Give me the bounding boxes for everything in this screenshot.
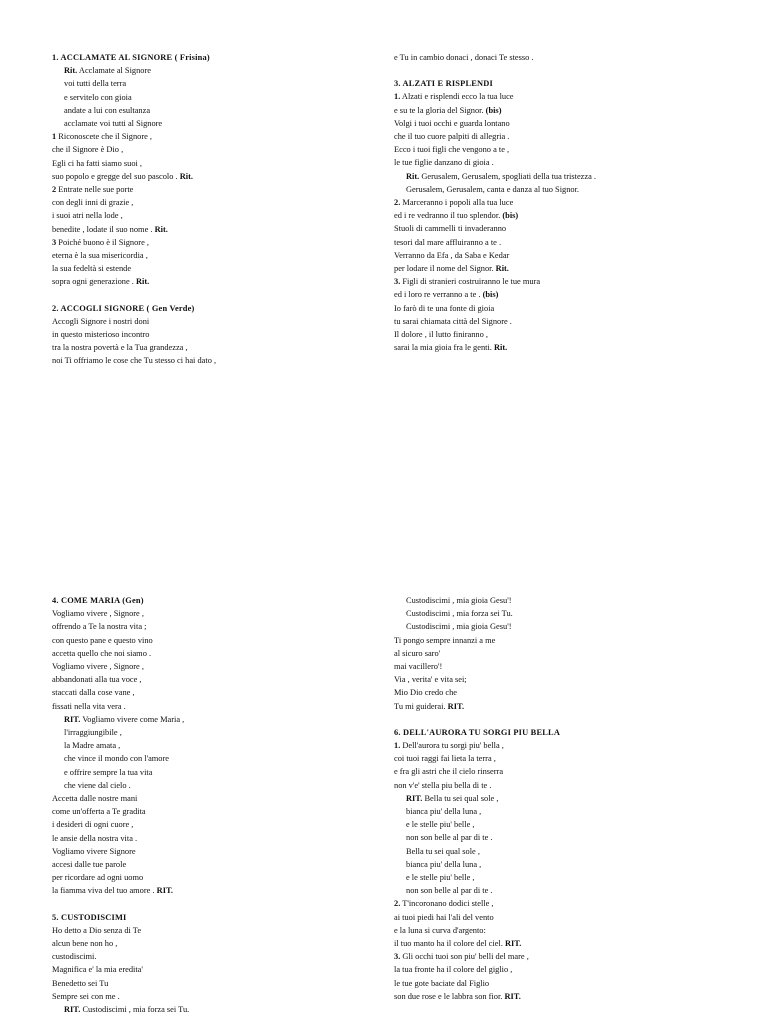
lyric-line: i desideri di ogni cuore , [52,820,134,830]
song-title: 3. ALZATI E RISPLENDI [394,79,493,89]
lyric-line: accesi dalle tue parole [52,860,127,870]
lyric-line: andate a lui con esultanza [64,105,151,115]
song-lines [394,739,724,1003]
lyric-line: e offrire sempre la tua vita [64,767,153,777]
lyric-line: la Madre amata , [64,741,121,751]
lyric-line: son due rose e le labbra son fior. RIT. [394,991,521,1001]
lyric-line: bianca piu' della luna , [406,807,482,817]
lyric-line: i suoi atri nella lode , [52,211,123,221]
lyric-line: non v'e' stella piu bella di te . [394,780,492,790]
lyric-line: Rit. Acclamate al Signore [64,66,151,76]
lyric-line: che vince il mondo con l'amore [64,754,169,764]
lyric-line: Custodiscimi , mia gioia Gesu'! [406,596,512,605]
lyric-line: le tue figlie danzano di gioia . [394,158,494,168]
song-title: 4. COME MARIA (Gen) [52,596,144,605]
lyric-line: Verranno da Efa , da Saba e Kedar [394,250,510,260]
lyric-line: Gerusalem, Gerusalem, canta e danza al tuo Signor. [406,184,580,194]
lyric-line: Magnifica e' la mia eredita' [52,965,143,975]
lyric-line: offrendo a Te la nostra vita ; [52,622,147,632]
lyric-line: Via , verita' e vita sei; [394,675,467,685]
lyric-line: e su te la gloria del Signor. (bis) [394,105,502,115]
lyric-line: e fra gli astri che il cielo rinserra [394,767,504,777]
song-title: 2. ACCOGLI SIGNORE ( Gen Verde) [52,303,195,313]
column-top-right [394,51,724,354]
lyric-line: acclamate voi tutti al Signore [64,119,163,129]
column-top-left [52,51,382,368]
lyric-line: Ecco i tuoi figli che vengono a te , [394,145,510,155]
lyric-line: e la luna si curva d'argento: [394,925,486,935]
lyric-line: fissati nella vita vera . [52,701,126,711]
lyric-line: e Tu in cambio donaci , donaci Te stesso . [394,53,534,62]
lyric-line: 2. Marceranno i popoli alla tua luce [394,198,514,208]
song-title: 6. DELL'AURORA TU SORGI PIU BELLA [394,727,561,737]
lyric-line: RIT. Vogliamo vivere come Maria , [64,714,185,724]
lyric-line: e le stelle piu' belle , [406,820,475,830]
lyric-line: Vogliamo vivere , Signore , [52,662,144,672]
lyric-line: Volgi i tuoi occhi e guarda lontano [394,118,510,128]
lyric-line: le tue gote baciate dal Figlio [394,978,490,988]
lyric-line: bianca piu' della luna , [406,859,482,869]
lyric-line: 1. Dell'aurora tu sorgi piu' bella , [394,741,504,751]
lyric-line: 3. Figli di stranieri costruiranno le tue mura [394,277,541,287]
lyric-line: tra la nostra povertà e la Tua grandezza , [52,343,188,353]
lyric-line: l'irraggiungibile , [64,728,122,738]
lyric-line: Ho detto a Dio senza di Te [52,925,142,935]
lyric-line: sarai la mia gioia fra le genti. Rit. [394,343,508,353]
lyric-line: la tua fronte ha il colore del giglio , [394,965,513,975]
lyric-line: non son belle al par di te . [406,833,493,843]
lyric-line: noi Ti offriamo le cose che Tu stesso ci hai dato , [52,356,217,366]
lyric-line: Bella tu sei qual sole , [406,846,480,856]
lyric-line: 1. Alzati e risplendi ecco la tua luce [394,92,514,102]
lyric-line: Vogliamo vivere , Signore , [52,609,144,619]
lyric-line: abbandonati alla tua voce , [52,675,142,685]
lyric-line: accetta quello che noi siamo . [52,648,152,658]
lyric-line: con degli inni di grazie , [52,198,134,208]
lyric-line: la sua fedeltà si estende [52,264,132,274]
lyric-line: 2. T'incoronano dodici stelle , [394,899,494,909]
lyric-line: ed i re vedranno il tuo splendor. (bis) [394,211,519,221]
lyric-line: 2 Entrate nelle sue porte [52,185,134,195]
song-lines [394,594,724,713]
lyric-line: tu sarai chiamata città del Signore . [394,316,512,326]
lyric-line: per ricordare ad ogni uomo [52,873,144,883]
lyric-line: mai vacillero'! [394,662,443,672]
lyric-line: staccati dalla cose vane , [52,688,135,698]
lyric-line: RIT. Bella tu sei qual sole , [406,793,499,803]
column-bottom-left [52,594,382,1016]
song-lines [394,90,724,354]
lyric-line: non son belle al par di te . [406,886,493,896]
lyric-line: la fiamma viva del tuo amore . RIT. [52,886,174,896]
lyric-line: RIT. Custodiscimi , mia forza sei Tu. [64,1005,190,1015]
lyric-line: Tu mi guiderai. RIT. [394,701,465,711]
lyric-line: voi tutti della terra [64,79,127,89]
lyric-line: 3. Gli occhi tuoi son piu' belli del mare , [394,952,529,962]
lyric-line: sopra ogni generazione . Rit. [52,277,150,287]
lyric-line: Benedetto sei Tu [52,978,109,988]
lyric-line: Egli ci ha fatti siamo suoi , [52,158,143,168]
song-title: 1. ACCLAMATE AL SIGNORE ( Frisina) [52,53,210,62]
lyric-line: ed i loro re verranno a te . (bis) [394,290,499,300]
lyric-line: Custodiscimi , mia gioia Gesu'! [406,622,512,632]
lyric-line: 1 Riconoscete che il Signore , [52,132,153,142]
song-lines [52,315,382,368]
lyric-line: con questo pane e questo vino [52,635,153,645]
lyric-line: Rit. Gerusalem, Gerusalem, spogliati della tua tristezza . [406,171,597,181]
lyric-line: tesori dal mare affluiranno a te . [394,237,502,247]
lyric-line: Accogli Signore i nostri doni [52,316,150,326]
song-lines [394,51,724,64]
lyric-line: le ansie della nostra vita . [52,833,138,843]
lyric-line: che viene dal cielo . [64,780,131,790]
lyric-line: suo popolo e gregge del suo pascolo . Rit. [52,171,193,181]
lyric-line: Stuoli di cammelli ti invaderanno [394,224,507,234]
lyric-line: Il dolore , il lutto finiranno , [394,330,488,340]
song-lines [52,924,382,1016]
lyric-line: che il tuo cuore palpiti di allegria . [394,132,510,142]
lyric-line: Mio Dio credo che [394,688,458,698]
song-lines [52,607,382,897]
lyric-line: come un'offerta a Te gradita [52,807,146,817]
lyric-line: Accetta dalle nostre mani [52,794,138,804]
lyric-line: Ti pongo sempre innanzi a me [394,635,496,645]
lyric-line: eterna è la sua misericordia , [52,251,148,261]
lyric-line: custodiscimi. [52,952,97,962]
lyric-line: Io farò di te una fonte di gioia [394,303,495,313]
lyric-line: il tuo manto ha il colore del ciel. RIT. [394,939,522,949]
lyric-line: ai tuoi piedi hai l'ali del vento [394,912,494,922]
lyric-line: Vogliamo vivere Signore [52,846,136,856]
lyric-line: coi tuoi raggi fai lieta la terra , [394,754,496,764]
song-title: 5. CUSTODISCIMI [52,912,127,922]
lyric-line: alcun bene non ho , [52,939,118,949]
lyric-line: per lodare il nome del Signor. Rit. [394,264,509,274]
lyric-line: benedite , lodate il suo nome . Rit. [52,224,168,234]
lyric-line: 3 Poiché buono è il Signore , [52,237,149,247]
column-bottom-right [394,594,724,1003]
lyric-line: al sicuro saro' [394,648,441,658]
lyric-line: Custodiscimi , mia forza sei Tu. [406,609,513,619]
lyric-line: in questo misterioso incontro [52,330,150,340]
lyric-line: Sempre sei con me . [52,991,120,1001]
lyric-line: e le stelle piu' belle , [406,873,475,883]
song-lines [52,64,382,288]
lyric-line: e servitelo con gioia [64,92,132,102]
lyric-line: che il Signore è Dio , [52,145,124,155]
